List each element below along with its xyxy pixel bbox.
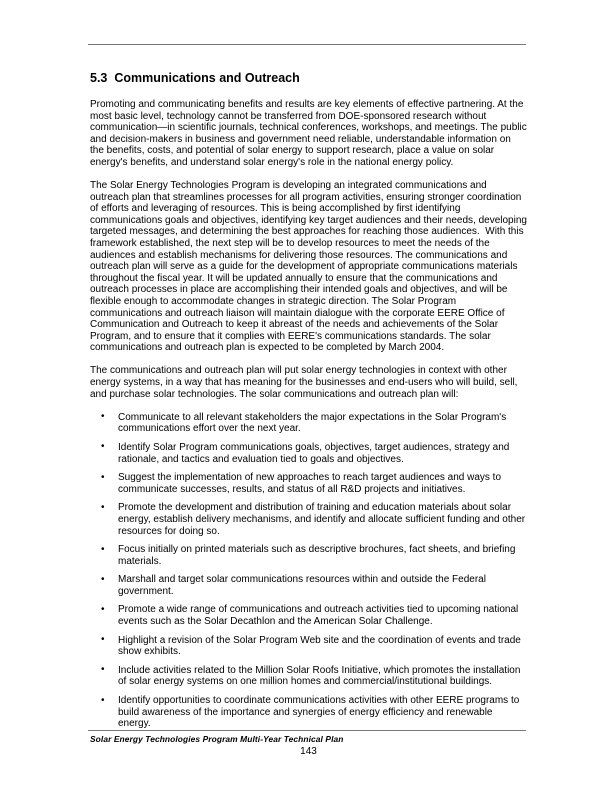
bullet-text: Include activities related to the Million Solar Roofs Initiative, which promotes the installation of solar energy systems on one million homes and commercial/institutional buildings. xyxy=(118,664,521,688)
bullet-item xyxy=(90,635,527,658)
section-heading: 5.3 Communications and Outreach xyxy=(90,71,300,85)
bullet-item xyxy=(90,472,527,495)
bullet-text: Focus initially on printed materials such as descriptive brochures, fact sheets, and briefing materials. xyxy=(118,544,516,567)
bullet-icon: • xyxy=(101,543,105,555)
bullet-item xyxy=(90,665,527,688)
bullet-text: Communicate to all relevant stakeholders the major expectations in the Solar Program's communications effort over the next year. xyxy=(118,411,507,435)
bullet-item xyxy=(90,574,527,597)
paragraph-1: Promoting and communicating benefits and results are key elements of effective partnering. At the most basic level, technology cannot be transferred from DOE-sponsored research without communication—in scientific journals, technical conferences, workshops, and meetings. The public and decision-makers in business and government need reliable, understandable information on the benefits, costs, and potential of solar energy to support research, place a value on solar energy's benefits, and understand solar energy's role in the national energy policy. xyxy=(90,99,530,168)
bullet-icon: • xyxy=(101,694,105,706)
bullet-item xyxy=(90,604,527,627)
bullet-icon: • xyxy=(101,471,105,483)
bullet-list xyxy=(90,412,527,730)
bullet-icon: • xyxy=(101,603,105,615)
bullet-icon: • xyxy=(101,411,105,423)
bullet-text: Marshall and target solar communications resources within and outside the Federal government. xyxy=(118,574,486,597)
bullet-text: Promote a wide range of communications and outreach activities tied to upcoming national events such as the Solar Decathlon and the American Solar Challenge. xyxy=(118,604,519,628)
bullet-icon: • xyxy=(101,441,105,453)
header-rule xyxy=(88,44,526,45)
footer-rule xyxy=(88,730,526,731)
paragraph-2: The Solar Energy Technologies Program is developing an integrated communications and outreach plan that streamlines processes for all program activities, ensuring stronger coordination of efforts and leveraging of resources. This is being accomplished by first identifying communications goals and objectives, identifying key target audiences and their needs, developing targeted messages, and determining the best approaches for reaching those audiences. With this framework established, the next step will be to develop resources to meet the needs of the audiences and establish mechanisms for delivering those resources. The communications and outreach plan will serve as a guide for the development of appropriate communications materials throughout the fiscal year. It will be updated annually to ensure that the communications and outreach processes in place are accomplishing their intended goals and objectives, and will be flexible enough to accommodate changes in strategic direction. The Solar Program communications and outreach liaison will maintain dialogue with the corporate EERE Office of Communication and Outreach to keep it abreast of the needs and achievements of the Solar Program, and to ensure that it complies with EERE's communications standards. The solar communications and outreach plan is expected to be completed by March 2004. xyxy=(90,180,530,354)
bullet-item xyxy=(90,412,527,435)
bullet-text: Promote the development and distribution of training and education materials about solar energy, establish delivery mechanisms, and identify and allocate sufficient funding and other resources for doing so. xyxy=(118,502,526,537)
bullet-icon: • xyxy=(101,664,105,676)
bullet-text: Suggest the implementation of new approaches to reach target audiences and ways to communicate successes, results, and status of all R&D projects and initiatives. xyxy=(118,472,502,495)
page-number: 143 xyxy=(300,746,317,757)
bullet-text: Identify Solar Program communications goals, objectives, target audiences, strategy and rationale, and tactics and evaluation tied to goals and objectives. xyxy=(118,441,510,465)
page-content xyxy=(90,71,530,737)
paragraph-3: The communications and outreach plan will put solar energy technologies in context with other energy systems, in a way that has meaning for the businesses and end-users who will build, sell, and purchase solar technologies. The solar communications and outreach plan will: xyxy=(90,365,521,400)
footer-document-title: Solar Energy Technologies Program Multi-Year Technical Plan xyxy=(90,734,344,744)
bullet-icon: • xyxy=(101,501,105,513)
bullet-item xyxy=(90,502,527,537)
bullet-icon: • xyxy=(101,634,105,646)
bullet-icon: • xyxy=(101,573,105,585)
bullet-text: Highlight a revision of the Solar Program Web site and the coordination of events and trade show exhibits. xyxy=(118,634,521,658)
bullet-item xyxy=(90,695,527,730)
bullet-item xyxy=(90,442,527,465)
bullet-item xyxy=(90,544,527,567)
bullet-text: Identify opportunities to coordinate communications activities with other EERE programs to build awareness of the importance and synergies of energy efficiency and renewable energy. xyxy=(118,695,520,730)
